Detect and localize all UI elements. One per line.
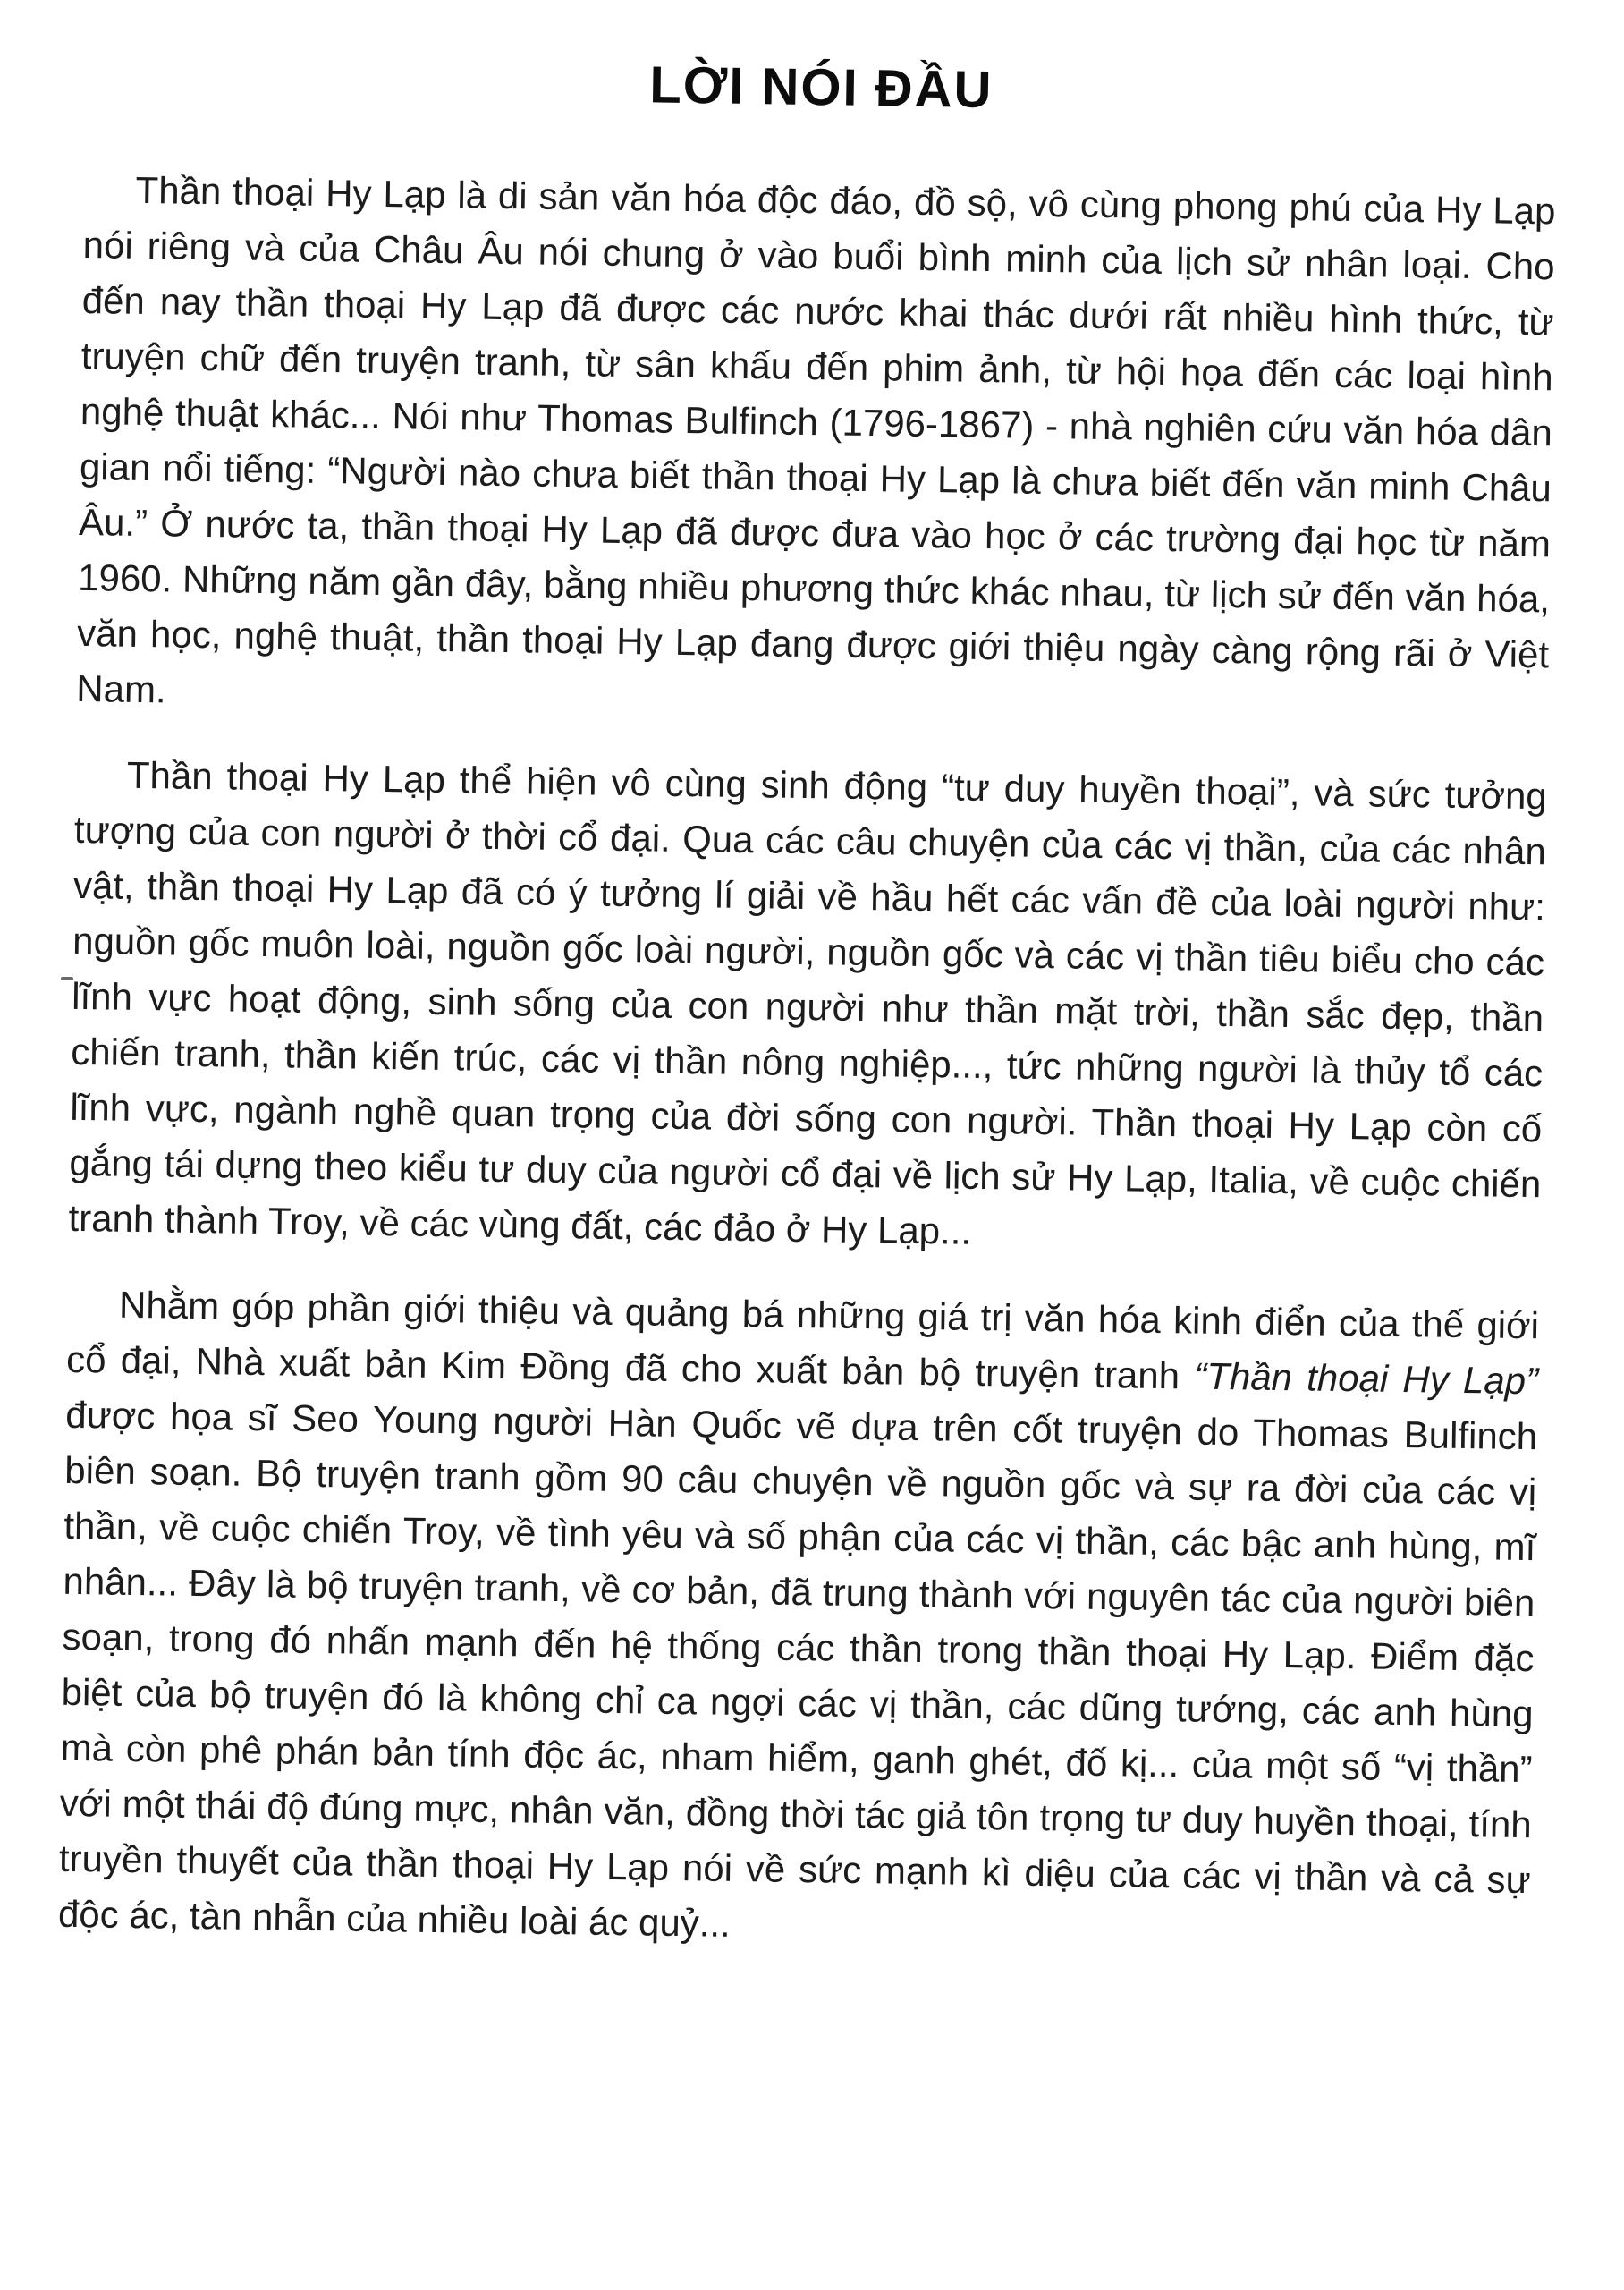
page-title: LỜI NÓI ĐẦU (648, 55, 994, 120)
paragraph-3 (58, 1276, 1540, 1963)
paragraph-2: Thần thoại Hy Lạp thể hiện vô cùng sinh động “tư duy huyền thoại”, và sức tưởng tượng của con người ở thời cổ đại. Qua các câu chuyện của các vị thần, của các nhân vật, thần thoại Hy Lạp đã có ý tưởng lí giải về hầu hết các vấn đề của loài người như: nguồn gốc muôn loài, nguồn gốc loài người, nguồn gốc và các vị thần tiêu biểu cho các lĩnh vực hoạt động, sinh sống của con người như thần mặt trời, thần sắc đẹp, thần chiến tranh, thần kiến trúc, các vị thần nông nghiệp..., tức những người là thủy tổ các lĩnh vực, ngành nghề quan trọng của đời sống con người. Thần thoại Hy Lạp còn cố gắng tái dựng theo kiểu tư duy của người cổ đại về lịch sử Hy Lạp, Italia, về cuộc chiến tranh thành Troy, về các vùng đất, các đảo ở Hy Lạp... (68, 753, 1548, 1252)
page-content (58, 47, 1558, 1963)
paragraph-3-text-before: Nhằm góp phần giới thiệu và quảng bá những giá trị văn hóa kinh điển của thế giới cổ đại, Nhà xuất bản Kim Đồng đã cho xuất bản bộ truyện tranh (65, 1283, 1540, 1397)
paragraph-3-text-after: được họa sĩ Seo Young người Hàn Quốc vẽ dựa trên cốt truyện do Thomas Bulfinch biên soạn. Bộ truyện tranh gồm 90 câu chuyện về nguồn gốc và sự ra đời của các vị thần, về cuộc chiến Troy, về tình yêu và số phận của các vị thần, các bậc anh hùng, mĩ nhân... Đây là bộ truyện tranh, về cơ bản, đã trung thành với nguyên tác của người biên soạn, trong đó nhấn mạnh đến hệ thống các thần trong thần thoại Hy Lạp. Điểm đặc biệt của bộ truyện đó là không chỉ ca ngợi các vị thần, các dũng tướng, các anh hùng mà còn phê phán bản tính độc ác, nham hiểm, ganh ghét, đố kị... của một số “vị thần” với một thái độ đúng mực, nhân văn, đồng thời tác giả tôn trọng tư duy huyền thoại, tính truyền thuyết của thần thoại Hy Lạp nói về sức mạnh kì diệu của các vị thần và cả sự độc ác, tàn nhẫn của nhiều loài ác quỷ... (57, 1393, 1538, 1945)
book-title-italic: “Thần thoại Hy Lạp” (1193, 1354, 1539, 1403)
paragraph-1: Thần thoại Hy Lạp là di sản văn hóa độc đáo, đồ sộ, vô cùng phong phú của Hy Lạp nói riêng và của Châu Âu nói chung ở vào buổi bình minh của lịch sử nhân loại. Cho đến nay thần thoại Hy Lạp đã được các nước khai thác dưới rất nhiều hình thức, từ truyện chữ đến truyện tranh, từ sân khấu đến phim ảnh, từ hội họa đến các loại hình nghệ thuật khác... Nói như Thomas Bulfinch (1796-1867) - nhà nghiên cứu văn hóa dân gian nổi tiếng: “Người nào chưa biết thần thoại Hy Lạp là chưa biết đến văn minh Châu Âu.” Ở nước ta, thần thoại Hy Lạp đã được đưa vào học ở các trường đại học từ năm 1960. Những năm gần đây, bằng nhiều phương thức khác nhau, từ lịch sử đến văn hóa, văn học, nghệ thuật, thần thoại Hy Lạp đang được giới thiệu ngày càng rộng rãi ở Việt Nam. (76, 168, 1556, 711)
